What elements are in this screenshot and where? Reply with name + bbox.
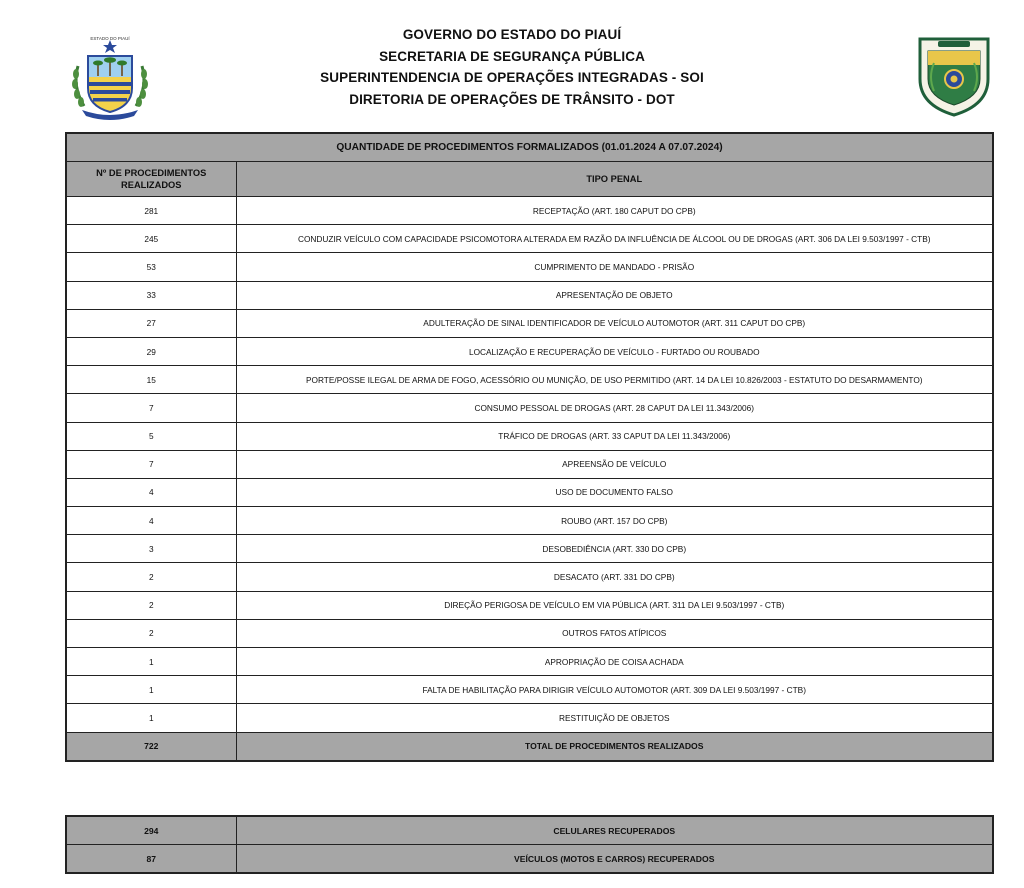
document-header [0,24,1024,110]
procedure-count: 15 [66,366,236,394]
procedure-count: 281 [66,197,236,225]
procedure-count: 33 [66,281,236,309]
table-title: QUANTIDADE DE PROCEDIMENTOS FORMALIZADOS (01.01.2024 A 07.07.2024) [66,133,993,162]
recovered-row [66,845,993,874]
table-row [66,676,993,704]
penal-type: TRÁFICO DE DROGAS (ART. 33 CAPUT DA LEI 11.343/2006) [236,422,993,450]
procedure-count: 1 [66,676,236,704]
penal-type: CONSUMO PESSOAL DE DROGAS (ART. 28 CAPUT DA LEI 11.343/2006) [236,394,993,422]
penal-type: OUTROS FATOS ATÍPICOS [236,619,993,647]
column-header-type: TIPO PENAL [236,162,993,197]
recovered-label: CELULARES RECUPERADOS [236,816,993,845]
penal-type: RESTITUIÇÃO DE OBJETOS [236,704,993,732]
table-row [66,704,993,732]
recovered-row [66,816,993,845]
procedure-count: 1 [66,704,236,732]
table-row [66,281,993,309]
table-row [66,337,993,365]
procedure-count: 27 [66,309,236,337]
procedure-count: 5 [66,422,236,450]
penal-type: APROPRIAÇÃO DE COISA ACHADA [236,648,993,676]
header-superintendence: SUPERINTENDENCIA DE OPERAÇÕES INTEGRADAS - SOI [320,70,704,85]
table-row [66,563,993,591]
penal-type: ROUBO (ART. 157 DO CPB) [236,507,993,535]
recovered-label: VEÍCULOS (MOTOS E CARROS) RECUPERADOS [236,845,993,874]
state-logo-caption: ESTADO DO PIAUÍ [90,36,130,41]
total-label: TOTAL DE PROCEDIMENTOS REALIZADOS [236,732,993,761]
table-row [66,535,993,563]
table-row [66,394,993,422]
table-row [66,225,993,253]
procedure-count: 4 [66,507,236,535]
penal-type: DESACATO (ART. 331 DO CPB) [236,563,993,591]
recovered-count: 87 [66,845,236,874]
procedure-count: 2 [66,563,236,591]
recovered-items-table [65,815,994,874]
procedure-count: 2 [66,591,236,619]
header-secretariat: SECRETARIA DE SEGURANÇA PÚBLICA [379,48,645,64]
penal-type: APRESENTAÇÃO DE OBJETO [236,281,993,309]
penal-type: DESOBEDIÊNCIA (ART. 330 DO CPB) [236,535,993,563]
procedure-count: 7 [66,394,236,422]
procedure-count: 53 [66,253,236,281]
table-row [66,648,993,676]
procedure-count: 4 [66,478,236,506]
penal-type: RECEPTAÇÃO (ART. 180 CAPUT DO CPB) [236,197,993,225]
penal-type: ADULTERAÇÃO DE SINAL IDENTIFICADOR DE VEÍCULO AUTOMOTOR (ART. 311 CAPUT DO CPB) [236,309,993,337]
total-count: 722 [66,732,236,761]
procedure-count: 29 [66,337,236,365]
table-row [66,450,993,478]
table-row [66,591,993,619]
penal-type: FALTA DE HABILITAÇÃO PARA DIRIGIR VEÍCULO AUTOMOTOR (ART. 309 DA LEI 9.503/1997 - CTB) [236,676,993,704]
penal-type: DIREÇÃO PERIGOSA DE VEÍCULO EM VIA PÚBLICA (ART. 311 DA LEI 9.503/1997 - CTB) [236,591,993,619]
procedure-count: 2 [66,619,236,647]
table-row [66,619,993,647]
table-row [66,478,993,506]
table-row [66,309,993,337]
penal-type: APREENSÃO DE VEÍCULO [236,450,993,478]
procedure-count: 7 [66,450,236,478]
penal-type: CONDUZIR VEÍCULO COM CAPACIDADE PSICOMOTORA ALTERADA EM RAZÃO DA INFLUÊNCIA DE ÁLCOOL OU DE DROGAS (ART. 306 DA LEI 9.503/1997 - CTB) [236,225,993,253]
total-row [66,732,993,761]
recovered-count: 294 [66,816,236,845]
table-row [66,197,993,225]
penal-type: LOCALIZAÇÃO E RECUPERAÇÃO DE VEÍCULO - FURTADO OU ROUBADO [236,337,993,365]
penal-type: USO DE DOCUMENTO FALSO [236,478,993,506]
table-row [66,422,993,450]
column-header-count: Nº DE PROCEDIMENTOS REALIZADOS [66,162,236,197]
table-row [66,253,993,281]
penal-type: CUMPRIMENTO DE MANDADO - PRISÃO [236,253,993,281]
header-government: GOVERNO DO ESTADO DO PIAUÍ [402,27,622,42]
procedure-count: 1 [66,648,236,676]
table-row [66,507,993,535]
procedure-count: 3 [66,535,236,563]
procedure-count: 245 [66,225,236,253]
penal-type: PORTE/POSSE ILEGAL DE ARMA DE FOGO, ACESSÓRIO OU MUNIÇÃO, DE USO PERMITIDO (ART. 14 DA LEI 10.826/2003 - ESTATUTO DO DESARMAMENTO) [236,366,993,394]
table-row [66,366,993,394]
header-directorate: DIRETORIA DE OPERAÇÕES DE TRÂNSITO - DOT [349,91,675,107]
procedures-table [65,132,994,762]
